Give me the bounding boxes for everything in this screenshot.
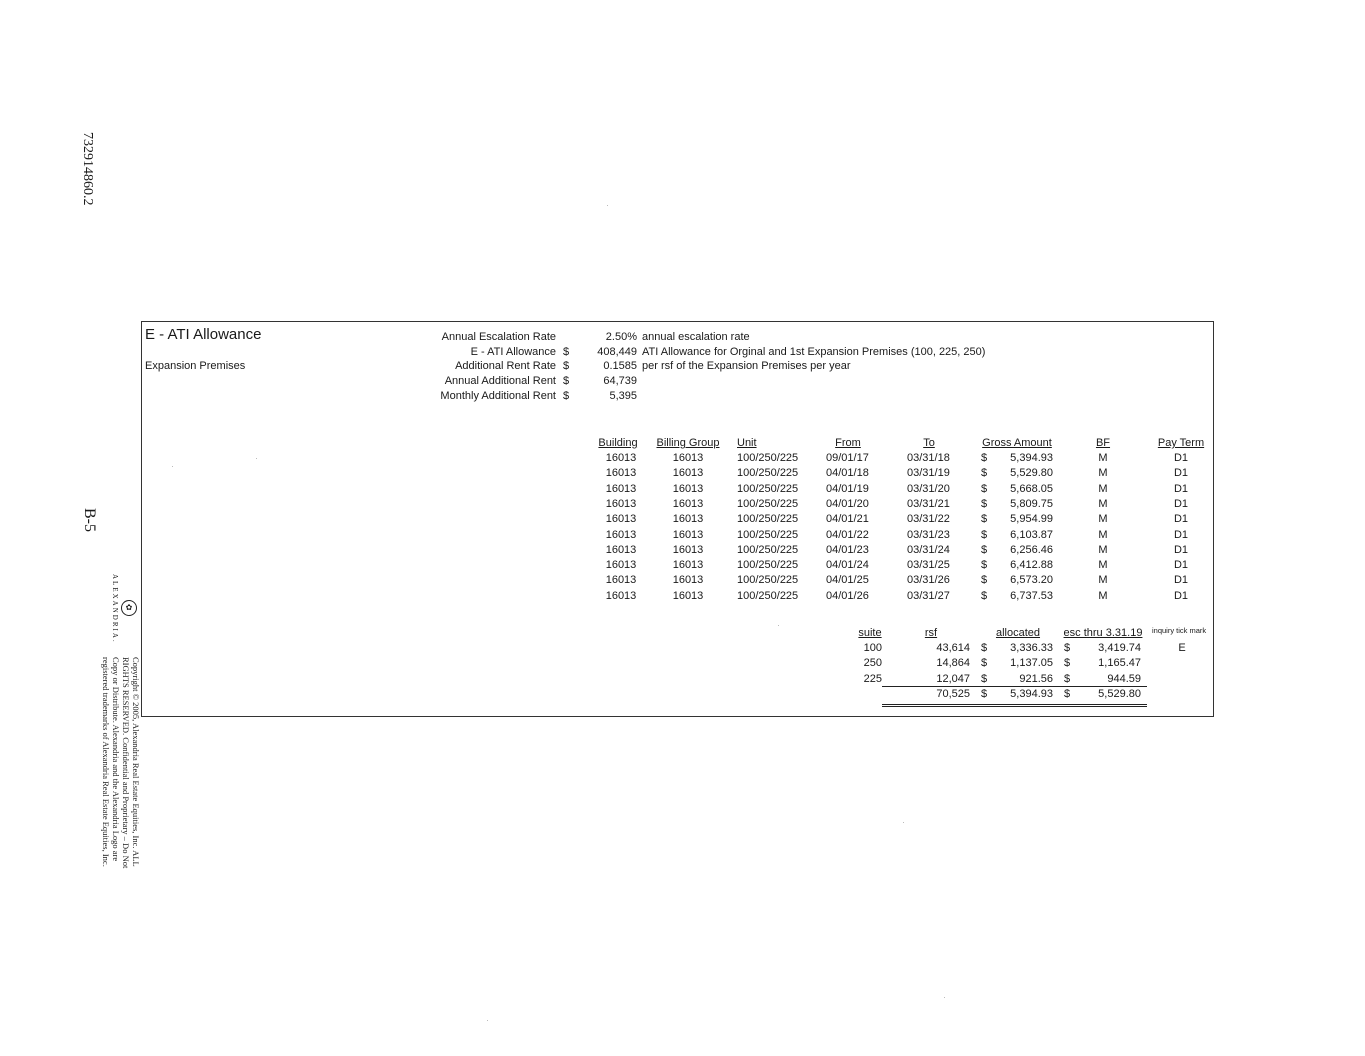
cell-pay-term: D1	[1173, 528, 1189, 541]
cell-pay-term: D1	[1173, 543, 1189, 556]
param-description: ATI Allowance for Orginal and 1st Expansion Premises (100, 225, 250)	[642, 346, 986, 358]
cell-to: 03/31/23	[907, 528, 950, 541]
cell-gross-amount: 6,412.88	[1010, 559, 1053, 572]
scan-speck	[944, 997, 945, 998]
total-rule	[1059, 704, 1147, 707]
cell-to: 03/31/24	[907, 543, 950, 556]
cell-pay-term: D1	[1173, 467, 1189, 480]
cell-billing-group: 16013	[672, 559, 704, 572]
col-header-pay-term: Pay Term	[1157, 437, 1205, 449]
cell-from: 04/01/21	[826, 513, 869, 526]
cell-unit: 100/250/225	[737, 574, 799, 587]
cell-pay-term: D1	[1173, 559, 1189, 572]
cell-esc: 944.59	[1107, 672, 1141, 685]
cell-billing-group: 16013	[672, 513, 704, 526]
cell-billing-group: 16013	[672, 467, 704, 480]
cell-billing-group: 16013	[672, 528, 704, 541]
cell-bf: M	[1098, 497, 1108, 510]
col-header-billing-group: Billing Group	[656, 437, 720, 449]
cell-billing-group: 16013	[672, 589, 704, 602]
cell-unit: 100/250/225	[737, 452, 799, 464]
cell-building: 16013	[605, 589, 637, 602]
cell-gross-amount: 5,529.80	[1010, 467, 1053, 480]
alexandria-logo-text: ALEXANDRIA.	[111, 574, 119, 644]
cell-building: 16013	[605, 513, 637, 526]
cell-rsf: 14,864	[936, 657, 970, 670]
col-header-allocated: allocated	[995, 627, 1041, 639]
param-value: 0.1585	[603, 360, 637, 372]
param-label: Monthly Additional Rent	[440, 390, 556, 402]
cell-from: 04/01/22	[826, 528, 869, 541]
cell-bf: M	[1098, 589, 1108, 602]
col-header-suite: suite	[858, 627, 882, 639]
cell-currency: $	[1064, 657, 1071, 670]
cell-pay-term: D1	[1173, 482, 1189, 495]
cell-billing-group: 16013	[672, 497, 704, 510]
cell-currency: $	[1064, 672, 1071, 685]
cell-esc: 3,419.74	[1098, 642, 1141, 654]
cell-bf: M	[1098, 452, 1108, 464]
sheet-subtitle: Expansion Premises	[145, 360, 246, 372]
cell-building: 16013	[605, 528, 637, 541]
cell-gross-amount: 6,256.46	[1010, 543, 1053, 556]
cell-suite: 225	[863, 672, 882, 685]
cell-from: 04/01/23	[826, 543, 869, 556]
col-header-building: Building	[598, 437, 638, 449]
cell-gross-amount: 5,809.75	[1010, 497, 1053, 510]
cell-to: 03/31/19	[907, 467, 950, 480]
param-label: Additional Rent Rate	[455, 360, 556, 372]
cell-unit: 100/250/225	[737, 543, 799, 556]
cell-building: 16013	[605, 559, 637, 572]
col-header-to: To	[923, 437, 935, 449]
copyright-line: Copyright © 2005, Alexandria Real Estate Equities, Inc. ALL	[131, 657, 141, 867]
cell-pay-term: D1	[1173, 452, 1189, 464]
scan-speck	[607, 205, 608, 206]
cell-building: 16013	[605, 543, 637, 556]
param-label: E - ATI Allowance	[470, 346, 556, 358]
param-value: 64,739	[603, 375, 637, 387]
cell-currency: $	[981, 657, 988, 670]
copyright-line: RIGHTS RESERVED. Confidential and Proprietary – Do Not	[121, 657, 131, 869]
cell-unit: 100/250/225	[737, 497, 799, 510]
param-description: per rsf of the Expansion Premises per year	[642, 360, 851, 372]
copyright-line: Copy or Distribute. Alexandria and the Alexandria Logo are	[111, 657, 121, 862]
cell-currency: $	[1064, 642, 1071, 654]
copyright-line: registered trademarks of Alexandria Real Estate Equities, Inc.	[101, 657, 111, 867]
param-currency: $	[563, 346, 570, 358]
cell-to: 03/31/26	[907, 574, 950, 587]
cell-building: 16013	[605, 467, 637, 480]
cell-from: 04/01/20	[826, 497, 869, 510]
param-currency: $	[563, 375, 570, 387]
cell-unit: 100/250/225	[737, 482, 799, 495]
cell-unit: 100/250/225	[737, 559, 799, 572]
col-header-unit: Unit	[737, 437, 757, 449]
cell-currency: $	[981, 642, 988, 654]
cell-currency: $	[981, 589, 988, 602]
col-header-inquiry-tick-mark: inquiry tick mark	[1152, 626, 1207, 635]
cell-bf: M	[1098, 543, 1108, 556]
cell-to: 03/31/20	[907, 482, 950, 495]
cell-from: 04/01/25	[826, 574, 869, 587]
subtotal-rule	[882, 686, 1147, 687]
cell-unit: 100/250/225	[737, 589, 799, 602]
cell-currency: $	[981, 543, 988, 556]
cell-billing-group: 16013	[672, 482, 704, 495]
cell-pay-term: D1	[1173, 589, 1189, 602]
cell-currency: $	[981, 467, 988, 480]
cell-to: 03/31/22	[907, 513, 950, 526]
cell-currency: $	[981, 482, 988, 495]
param-value: 2.50%	[605, 331, 637, 343]
cell-bf: M	[1098, 574, 1108, 587]
param-value: 408,449	[597, 346, 637, 358]
col-header-gross-amount: Gross Amount	[982, 437, 1052, 449]
cell-currency: $	[981, 513, 988, 526]
cell-bf: M	[1098, 467, 1108, 480]
col-header-bf: BF	[1095, 437, 1111, 449]
copyright-notice	[101, 657, 141, 868]
param-value: 5,395	[609, 390, 637, 402]
cell-bf: M	[1098, 513, 1108, 526]
cell-rsf: 43,614	[936, 642, 970, 654]
cell-from: 04/01/26	[826, 589, 869, 602]
cell-esc: 1,165.47	[1098, 657, 1141, 670]
col-header-from: From	[835, 437, 861, 449]
document-id: 732914860.2	[80, 132, 95, 206]
scan-speck	[487, 1020, 488, 1021]
total-rule	[882, 704, 977, 707]
param-description: annual escalation rate	[642, 331, 750, 343]
cell-to: 03/31/25	[907, 559, 950, 572]
cell-gross-amount: 6,737.53	[1010, 589, 1053, 602]
cell-tick-mark: E	[1178, 642, 1186, 654]
cell-gross-amount: 5,668.05	[1010, 482, 1053, 495]
cell-pay-term: D1	[1173, 513, 1189, 526]
cell-pay-term: D1	[1173, 574, 1189, 587]
cell-from: 09/01/17	[826, 452, 869, 464]
cell-building: 16013	[605, 482, 637, 495]
cell-bf: M	[1098, 482, 1108, 495]
param-label: Annual Escalation Rate	[441, 331, 556, 343]
col-header-esc-thru: esc thru 3.31.19	[1063, 627, 1143, 639]
cell-suite: 100	[863, 642, 882, 654]
total-esc: 5,529.80	[1098, 688, 1141, 700]
cell-to: 03/31/21	[907, 497, 950, 510]
cell-gross-amount: 5,394.93	[1010, 452, 1053, 464]
total-rule	[977, 704, 1059, 707]
cell-building: 16013	[605, 497, 637, 510]
cell-gross-amount: 6,103.87	[1010, 528, 1053, 541]
cell-to: 03/31/27	[907, 589, 950, 602]
cell-from: 04/01/18	[826, 467, 869, 480]
cell-currency: $	[981, 528, 988, 541]
col-header-rsf: rsf	[924, 627, 938, 639]
cell-currency: $	[981, 497, 988, 510]
cell-suite: 250	[863, 657, 882, 670]
total-currency: $	[1064, 688, 1071, 700]
total-allocated: 5,394.93	[1010, 688, 1053, 700]
cell-unit: 100/250/225	[737, 467, 799, 480]
cell-currency: $	[981, 672, 988, 685]
param-currency: $	[563, 360, 570, 372]
cell-currency: $	[981, 559, 988, 572]
scan-speck	[903, 822, 904, 823]
cell-building: 16013	[605, 574, 637, 587]
cell-billing-group: 16013	[672, 543, 704, 556]
cell-billing-group: 16013	[672, 452, 704, 464]
cell-allocated: 3,336.33	[1010, 642, 1053, 654]
cell-allocated: 921.56	[1019, 672, 1053, 685]
total-currency: $	[981, 688, 988, 700]
cell-bf: M	[1098, 559, 1108, 572]
cell-from: 04/01/19	[826, 482, 869, 495]
cell-currency: $	[981, 574, 988, 587]
cell-bf: M	[1098, 528, 1108, 541]
param-currency: $	[563, 390, 570, 402]
cell-billing-group: 16013	[672, 574, 704, 587]
param-label: Annual Additional Rent	[444, 375, 556, 387]
cell-unit: 100/250/225	[737, 513, 799, 526]
page-label: B-5	[81, 508, 98, 532]
cell-unit: 100/250/225	[737, 528, 799, 541]
cell-allocated: 1,137.05	[1010, 657, 1053, 670]
cell-building: 16013	[605, 452, 637, 464]
alexandria-logo-icon: ✿	[121, 600, 137, 616]
cell-gross-amount: 6,573.20	[1010, 574, 1053, 587]
cell-pay-term: D1	[1173, 497, 1189, 510]
cell-gross-amount: 5,954.99	[1010, 513, 1053, 526]
cell-rsf: 12,047	[936, 672, 970, 685]
total-rsf: 70,525	[936, 688, 970, 700]
cell-to: 03/31/18	[907, 452, 950, 464]
cell-from: 04/01/24	[826, 559, 869, 572]
sheet-title: E - ATI Allowance	[145, 326, 262, 343]
cell-currency: $	[981, 452, 988, 464]
